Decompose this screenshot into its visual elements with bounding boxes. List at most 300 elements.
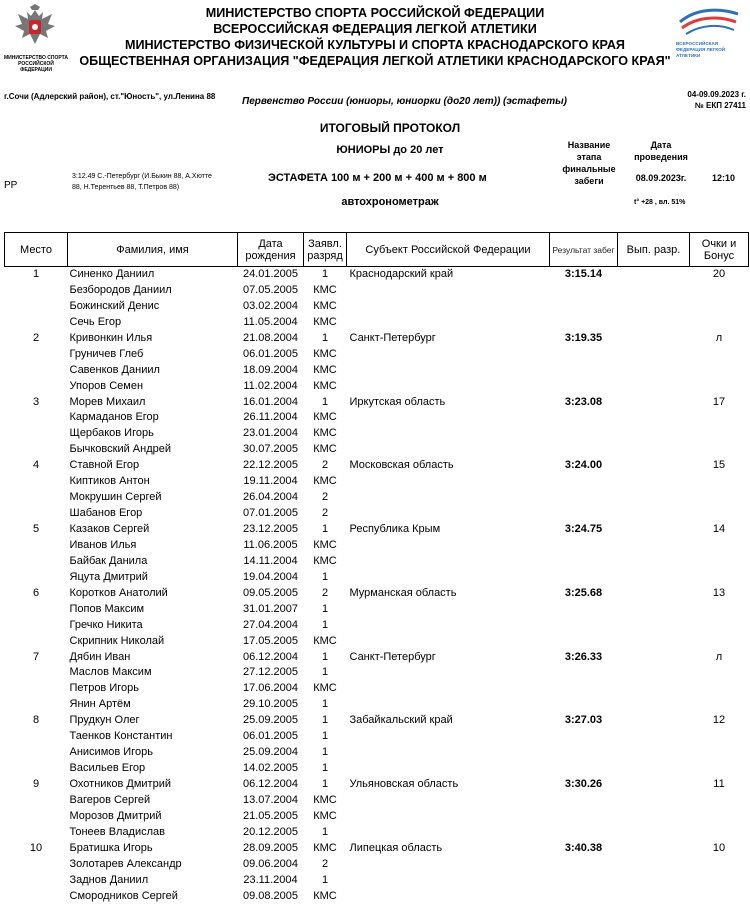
cell-region: Мурманская область (349, 586, 457, 599)
cell-region (347, 761, 550, 777)
cell-birth: 11.02.2004 (243, 379, 298, 392)
cell-birth: 06.01.2005 (242, 347, 299, 360)
table-row (5, 554, 749, 570)
cell-done-rank (618, 665, 690, 681)
cell-done-rank (618, 538, 690, 554)
table-row (5, 490, 749, 506)
cell-region (347, 490, 550, 506)
cell-name: Смородников Сергей (69, 889, 178, 902)
cell-pts (690, 410, 749, 426)
cell-pts (690, 490, 749, 506)
cell-name: Божинский Денис (69, 299, 160, 312)
cell-name: Упоров Семен (69, 379, 144, 392)
cell-birth: 09.05.2005 (242, 586, 299, 599)
cell-region (347, 889, 550, 905)
cell-birth: 11.05.2004 (243, 315, 298, 328)
cell-result (550, 315, 618, 331)
federation-logo-caption: ВСЕРОССИЙСКАЯ ФЕДЕРАЦИЯ ЛЕГКОЙ АТЛЕТИКИ (676, 41, 726, 58)
cell-place (5, 857, 68, 873)
cell-birth: 17.06.2004 (242, 682, 299, 695)
cell-birth: 30.07.2005 (242, 443, 299, 456)
table-row (5, 570, 749, 586)
cell-result (550, 761, 618, 777)
category: ЮНИОРЫ до 20 лет (336, 144, 444, 156)
cell-pts (690, 474, 749, 490)
cell-region (347, 474, 550, 490)
cell-name: Иванов Илья (69, 538, 137, 551)
col-name: Фамилия, имя (68, 233, 238, 267)
org-line-3: МИНИСТЕРСТВО ФИЗИЧЕСКОЙ КУЛЬТУРЫ И СПОРТА КРАСНОДАРСКОГО КРАЯ (125, 38, 625, 52)
cell-birth: 23.11.2004 (243, 873, 298, 886)
cell-name: Тонеев Владислав (69, 825, 166, 838)
cell-pts: 10 (712, 841, 726, 854)
cell-done-rank (618, 331, 690, 347)
col-region: Субъект Российской Федерации (347, 233, 550, 267)
cell-pts (690, 379, 749, 395)
cell-birth: 22.12.2005 (242, 459, 299, 472)
cell-result (550, 809, 618, 825)
cell-result: 3:25.68 (564, 586, 603, 599)
cell-region (347, 426, 550, 442)
cell-region (347, 379, 550, 395)
cell-region (347, 857, 550, 873)
cell-rank: 2 (321, 491, 329, 504)
cell-name: Васильев Егор (69, 762, 146, 775)
cell-rank: КМС (313, 299, 337, 312)
cell-done-rank (618, 395, 690, 411)
cell-place (5, 618, 68, 634)
cell-name: Заднов Даниил (69, 873, 149, 886)
table-row (5, 538, 749, 554)
cell-pts (690, 697, 749, 713)
cell-place (5, 490, 68, 506)
cell-name: Морев Михаил (69, 395, 146, 408)
cell-name: Кармаданов Егор (69, 411, 159, 424)
cell-region (347, 506, 550, 522)
cell-done-rank (618, 426, 690, 442)
stage-label-line-2: этапа (576, 152, 602, 162)
cell-birth: 21.08.2004 (242, 331, 299, 344)
cell-rank: КМС (313, 841, 337, 854)
cell-rank: 1 (321, 825, 329, 838)
cell-pts (690, 315, 749, 331)
cell-result (550, 410, 618, 426)
stage-label (556, 139, 622, 187)
cell-birth: 31.01.2007 (242, 602, 299, 615)
cell-result (550, 299, 618, 315)
cell-place (5, 602, 68, 618)
org-line-1: МИНИСТЕРСТВО СПОРТА РОССИЙСКОЙ ФЕДЕРАЦИИ (205, 6, 545, 20)
cell-rank: 1 (321, 602, 329, 615)
cell-pts (690, 299, 749, 315)
cell-region (347, 729, 550, 745)
cell-rank: 2 (321, 857, 329, 870)
cell-rank: КМС (313, 682, 337, 695)
cell-rank: КМС (313, 554, 337, 567)
cell-region: Забайкальский край (349, 714, 453, 727)
cell-result: 3:23.08 (564, 395, 603, 408)
cell-name: Ставной Егор (69, 459, 140, 472)
org-line-4: ОБЩЕСТВЕННАЯ ОРГАНИЗАЦИЯ "ФЕДЕРАЦИЯ ЛЕГКОЙ АТЛЕТИКИ КРАСНОДАРСКОГО КРАЯ" (79, 54, 671, 68)
cell-done-rank (618, 825, 690, 841)
cell-rank: 1 (321, 778, 329, 790)
cell-name: Яцута Дмитрий (69, 570, 148, 583)
cell-pts: 14 (712, 523, 726, 535)
table-row (5, 426, 749, 442)
table-row (5, 506, 749, 522)
cell-pts (690, 889, 749, 905)
weather: t° +28 , вл. 51% (634, 199, 686, 206)
table-row (5, 793, 749, 809)
cell-place (5, 681, 68, 697)
cell-result (550, 442, 618, 458)
cell-rank: 1 (321, 268, 329, 280)
cell-place (5, 634, 68, 650)
rr-label: РР (4, 180, 18, 191)
cell-place (5, 379, 68, 395)
cell-place (5, 538, 68, 554)
cell-region (347, 602, 550, 618)
cell-birth: 23.12.2005 (242, 523, 299, 535)
cell-region (347, 347, 550, 363)
event-name: ЭСТАФЕТА 100 м + 200 м + 400 м + 800 м (268, 172, 487, 184)
cell-rank: 1 (321, 395, 329, 408)
cell-birth: 14.02.2005 (242, 762, 299, 775)
cell-result (550, 538, 618, 554)
cell-done-rank (618, 873, 690, 889)
cell-done-rank (618, 347, 690, 363)
cell-birth: 25.09.2004 (242, 746, 299, 759)
cell-birth: 03.02.2004 (242, 299, 299, 312)
cell-name: Анисимов Игорь (69, 746, 153, 759)
cell-pts (690, 363, 749, 379)
cell-result (550, 426, 618, 442)
table-row (5, 634, 749, 650)
cell-rank: 1 (321, 331, 329, 344)
cell-name: Маслов Максим (69, 666, 152, 679)
timing-type: автохронометраж (341, 196, 439, 208)
cell-result (550, 490, 618, 506)
cell-birth: 27.04.2004 (242, 618, 299, 631)
cell-done-rank (618, 315, 690, 331)
cell-name: Дябин Иван (69, 650, 131, 663)
cell-place: 9 (32, 778, 40, 790)
cell-name: Казаков Сергей (69, 523, 150, 535)
cell-rank: КМС (313, 379, 337, 392)
cell-result (550, 363, 618, 379)
cell-name: Вагеров Сергей (69, 793, 151, 806)
cell-region (347, 618, 550, 634)
venue: г.Сочи (Адлерский район), ст."Юность", ул.Ленина 88 (4, 92, 216, 101)
cell-result: 3:30.26 (564, 778, 603, 790)
cell-pts (690, 634, 749, 650)
cell-name: Синенко Даниил (69, 268, 155, 280)
cell-birth: 19.04.2004 (242, 570, 299, 583)
cell-done-rank (618, 570, 690, 586)
cell-pts (690, 809, 749, 825)
cell-birth: 19.11.2004 (243, 475, 298, 488)
cell-rank: 2 (321, 586, 329, 599)
cell-rank: КМС (313, 283, 337, 296)
cell-pts (690, 538, 749, 554)
table-row (5, 442, 749, 458)
cell-name: Попов Максим (69, 602, 145, 615)
cell-name: Бычковский Андрей (69, 443, 171, 456)
cell-done-rank (618, 506, 690, 522)
table-row (5, 618, 749, 634)
cell-result (550, 889, 618, 905)
cell-birth: 20.12.2005 (242, 825, 299, 838)
cell-result (550, 618, 618, 634)
cell-pts: л (715, 650, 723, 663)
table-row (5, 825, 749, 841)
cell-name: Морозов Дмитрий (69, 809, 162, 822)
cell-result: 3:24.75 (564, 523, 603, 535)
cell-region (347, 554, 550, 570)
date-label (628, 139, 694, 163)
cell-place (5, 697, 68, 713)
cell-place: 7 (32, 650, 40, 663)
table-row (5, 713, 749, 729)
cell-result (550, 697, 618, 713)
cell-region (347, 745, 550, 761)
cell-name: Коротков Анатолий (69, 586, 168, 599)
cell-birth: 06.12.2004 (242, 650, 299, 663)
cell-rank: КМС (313, 363, 337, 376)
cell-rank: 1 (321, 650, 329, 663)
cell-pts (690, 681, 749, 697)
table-row (5, 315, 749, 331)
cell-birth: 06.01.2005 (242, 730, 299, 743)
cell-rank: 1 (321, 746, 329, 759)
cell-region: Республика Крым (349, 523, 441, 535)
cell-place: 10 (29, 841, 43, 854)
cell-result (550, 825, 618, 841)
cell-region: Московская область (349, 459, 454, 472)
col-points: Очки и Бонус (690, 233, 749, 267)
cell-region (347, 634, 550, 650)
cell-name: Киптиков Антон (69, 475, 150, 488)
cell-pts: 13 (712, 586, 726, 599)
cell-pts (690, 506, 749, 522)
table-row (5, 873, 749, 889)
cell-place (5, 347, 68, 363)
cell-result (550, 857, 618, 873)
cell-place (5, 729, 68, 745)
cell-name: Прудкун Олег (69, 714, 140, 727)
cell-rank: КМС (313, 634, 337, 647)
ministry-logo-caption: МИНИСТЕРСТВО СПОРТА РОССИЙСКОЙ ФЕДЕРАЦИИ (3, 55, 69, 73)
cell-birth: 13.07.2004 (242, 793, 299, 806)
cell-result (550, 634, 618, 650)
cell-pts (690, 825, 749, 841)
cell-birth: 25.09.2005 (242, 714, 299, 727)
cell-birth: 28.09.2005 (242, 841, 299, 854)
cell-place (5, 363, 68, 379)
record-line-1: 3:12.49 С.-Петербург (И.Быкин 88, А.Хютте (72, 173, 212, 180)
cell-rank: КМС (313, 443, 337, 456)
cell-pts: 17 (712, 395, 726, 408)
cell-name: Мокрушин Сергей (69, 491, 162, 504)
cell-pts (690, 857, 749, 873)
cell-rank: КМС (313, 809, 337, 822)
cell-rank: КМС (313, 475, 337, 488)
cell-region (347, 665, 550, 681)
cell-done-rank (618, 650, 690, 666)
cell-birth: 17.05.2005 (242, 634, 299, 647)
cell-place (5, 426, 68, 442)
cell-pts (690, 873, 749, 889)
cell-name: Гречко Никита (69, 618, 143, 631)
cell-name: Скрипник Николай (69, 634, 165, 647)
col-place: Место (5, 233, 68, 267)
table-row (5, 379, 749, 395)
cell-name: Кривонкин Илья (69, 331, 153, 344)
cell-region: Санкт-Петербург (349, 331, 436, 344)
cell-result (550, 745, 618, 761)
cell-name: Охотников Дмитрий (69, 778, 171, 790)
cell-place (5, 554, 68, 570)
cell-place (5, 299, 68, 315)
cell-rank: 1 (321, 666, 329, 679)
cell-birth: 07.01.2005 (242, 507, 299, 520)
cell-pts: 11 (713, 778, 725, 790)
cell-place (5, 825, 68, 841)
cell-rank: КМС (313, 538, 337, 551)
table-row (5, 777, 749, 793)
cell-pts: 12 (712, 714, 726, 727)
cell-region: Санкт-Петербург (349, 650, 436, 663)
table-header (5, 233, 749, 267)
cell-place (5, 873, 68, 889)
protocol-title: ИТОГОВЫЙ ПРОТОКОЛ (319, 121, 461, 135)
cell-rank: 1 (321, 762, 329, 775)
cell-place (5, 889, 68, 905)
cell-pts (690, 745, 749, 761)
cell-name: Таенков Константин (69, 730, 173, 743)
cell-region (347, 363, 550, 379)
cell-pts (690, 554, 749, 570)
cell-place: 1 (32, 268, 40, 280)
cell-done-rank (618, 793, 690, 809)
table-row (5, 745, 749, 761)
cell-pts (690, 793, 749, 809)
stage-label-line-3: финальные (562, 164, 616, 174)
cell-place (5, 665, 68, 681)
cell-place (5, 793, 68, 809)
cell-done-rank (618, 299, 690, 315)
cell-pts (690, 618, 749, 634)
cell-rank: КМС (313, 889, 337, 902)
cell-name: Сечь Егор (69, 315, 122, 328)
cell-place: 2 (32, 331, 40, 344)
table-row (5, 889, 749, 905)
cell-result (550, 665, 618, 681)
table-row (5, 267, 749, 283)
cell-name: Савенков Даниил (69, 363, 160, 376)
cell-place (5, 283, 68, 299)
cell-done-rank (618, 761, 690, 777)
cell-pts (690, 283, 749, 299)
table-row (5, 602, 749, 618)
cell-done-rank (618, 681, 690, 697)
cell-result (550, 474, 618, 490)
cell-result (550, 602, 618, 618)
cell-region (347, 570, 550, 586)
record-line-2: 88, Н.Терентьев 88, Т.Петров 88) (72, 184, 180, 191)
cell-place: 8 (32, 714, 40, 727)
cell-birth: 18.09.2004 (242, 363, 299, 376)
cell-region: Краснодарский край (349, 268, 454, 280)
cell-done-rank (618, 490, 690, 506)
cell-rank: 1 (321, 873, 329, 886)
table-row (5, 299, 749, 315)
cell-rank: 1 (321, 523, 329, 535)
cell-name: Байбак Данила (69, 554, 148, 567)
cell-rank: КМС (313, 347, 337, 360)
cell-result (550, 793, 618, 809)
cell-region: Липецкая область (349, 841, 443, 854)
cell-name: Груничев Глеб (69, 347, 144, 360)
cell-pts (690, 665, 749, 681)
cell-place (5, 761, 68, 777)
cell-pts: 15 (712, 459, 726, 472)
cell-place: 5 (32, 523, 40, 535)
cell-done-rank (618, 442, 690, 458)
cell-done-rank (618, 634, 690, 650)
cell-birth: 16.01.2004 (242, 395, 299, 408)
cell-birth: 23.01.2004 (242, 427, 299, 440)
table-row (5, 681, 749, 697)
cell-pts: 20 (712, 268, 726, 280)
cell-result: 3:15.14 (564, 268, 603, 280)
cell-place: 6 (32, 586, 40, 599)
cell-done-rank (618, 809, 690, 825)
cell-rank: 1 (321, 618, 329, 631)
cell-pts (690, 570, 749, 586)
cell-done-rank (618, 458, 690, 474)
table-row (5, 809, 749, 825)
cell-rank: 2 (321, 459, 329, 472)
cell-place: 4 (32, 459, 40, 472)
cell-rank: 2 (321, 507, 329, 520)
cell-name: Золотарев Александр (69, 857, 182, 870)
cell-region (347, 697, 550, 713)
cell-name: Безбородов Даниил (69, 283, 172, 296)
cell-region (347, 809, 550, 825)
cell-done-rank (618, 363, 690, 379)
cell-birth: 26.04.2004 (242, 491, 299, 504)
table-row (5, 650, 749, 666)
cell-result: 3:27.03 (564, 714, 603, 727)
cell-pts (690, 426, 749, 442)
cell-region (347, 873, 550, 889)
cell-result (550, 681, 618, 697)
cell-region (347, 793, 550, 809)
table-row (5, 841, 749, 857)
col-result: Результат забег (550, 233, 618, 267)
cell-done-rank (618, 586, 690, 602)
cell-region (347, 410, 550, 426)
col-birth: Дата рождения (238, 233, 304, 267)
table-row (5, 761, 749, 777)
cell-rank: КМС (313, 793, 337, 806)
cell-place (5, 809, 68, 825)
competition-dates: 04-09.09.2023 г. (687, 90, 746, 99)
cell-result (550, 729, 618, 745)
cell-region (347, 283, 550, 299)
cell-place (5, 570, 68, 586)
